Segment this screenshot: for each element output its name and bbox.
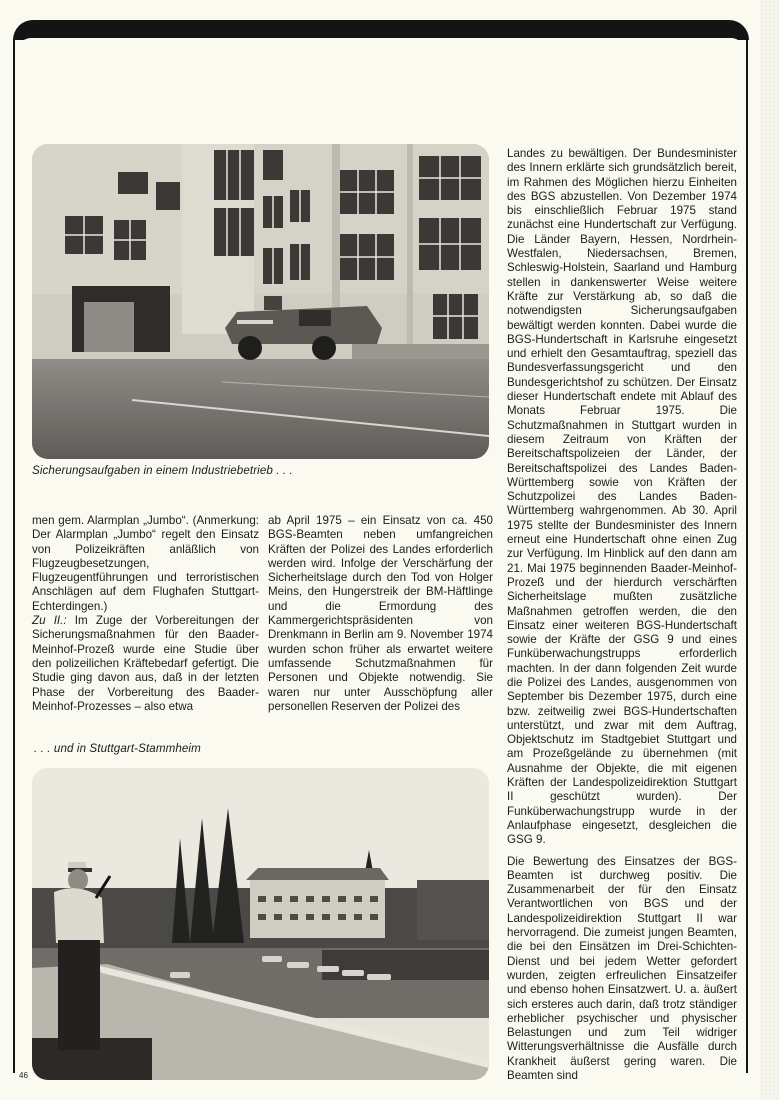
photo-industrial-site bbox=[32, 144, 489, 459]
paragraph: men gem. Alarmplan „Jumbo“. (Anmerkung: Der Alarmplan „Jumbo“ regelt den Einsatz von Polizeikräften anläßlich von Flugzeugbesetzungen, Flugzeugentführungen und terroristischen Anschlägen auf dem Flughafen Stuttgart-Echterdingen.) bbox=[32, 514, 259, 613]
paragraph: ab April 1975 – ein Einsatz von ca. 450 BGS-Beamten neben umfangreichen Kräften der Polizei des Landes erforderlich werden wird. Infolge der Verschärfung der Sicherheitslage durch den Tod von Holger Meins, den Hungerstreik der BM-Häftlinge und die Ermordung des Kammergerichtspräsidenten von Drenkmann in Berlin am 9. November 1974 wurden schon früher als erwartet weitere umfassende Schutzmaßnahmen für Personen und Objekte notwendig. Sie waren nur unter Ausschöpfung aller personellen Reserven der Polizei des bbox=[268, 514, 493, 713]
photo-caption-stammheim: . . . und in Stuttgart-Stammheim bbox=[34, 742, 201, 755]
paragraph: Zu II.: Im Zuge der Vorbereitungen der Sicherungsmaßnahmen für den Baader-Meinhof-Prozeß wurde eine Studie über den polizeilichen Kräftebedarf gefertigt. Die Studie ging davon aus, daß in der letzten Phase der Vorbereitung des Baader-Meinhof-Prozesses – also etwa bbox=[32, 614, 259, 713]
section-label: Zu II.: bbox=[32, 614, 67, 628]
page-frame-top-band bbox=[13, 20, 749, 40]
photo-stammheim-image bbox=[32, 768, 489, 1080]
text-column-left bbox=[32, 514, 259, 714]
photo-stammheim bbox=[32, 768, 489, 1080]
paragraph: Die Bewertung des Einsatzes der BGS-Beamten ist durchweg positiv. Die Zusammenarbeit der für den Einsatz Verantwortlichen von BGS und der Landespolizeidirektion Stuttgart II war hervorragend. Die zumeist jungen Beamten, die bei den Einsätzen im Drei-Schichten-Dienst und bei jedem Wetter gefordert wurden, zeigten erfreulichen Einsatzeifer und ebenso hohen Einsatzwert. U. a. äußert sich ersteres auch darin, daß trotz ständiger erheblicher psychischer und physischer Belastungen und zum Teil widriger Witterungsverhältnisse die Ausfälle durch Krankheit äußerst gering waren. Die Beamten sind bbox=[507, 854, 737, 1082]
text-column-right bbox=[507, 147, 737, 1083]
page-frame-right-rule bbox=[746, 38, 748, 1073]
paragraph: Landes zu bewältigen. Der Bundesminister des Innern erklärte sich grundsätzlich bereit, im Rahmen des Möglichen hierzu Einheiten des BGS abzustellen. Von Dezember 1974 bis einschließlich Februar 1975 stand zunächst eine Hundertschaft zur Verfügung. Die Länder Bayern, Hessen, Nordrhein-Westfalen, Niedersachsen, Bremen, Schleswig-Holstein, Saarland und Hamburg stellen in dankenswerter Weise weitere Kräfte zur Verstärkung ab, so daß die notwendigsten Sicherungsaufgaben bewältigt werden konnten. Dabei wurde die BGS-Hundertschaft in Karlsruhe eingesetzt und erhielt den Gesamtauftrag, speziell das Bundesverfassungsgericht und den Bundesgerichtshof zu schützen. Der Einsatz dieser Hundertschaft endete mit Ablauf des Monats Februar 1975. Die Schutzmaßnahmen in Stuttgart wurden in diesem Zeitraum von Kräften der Bereitschaftspolizeien der Länder, der Bereitschaftspolizei des Landes Baden-Württemberg sowie von Kräften der Schutzpolizei des Landes Baden-Württemberg wahrgenommen. Ab 30. April 1975 stellte der Bundesminister des Innern erneut eine Hundertschaft ohne einen Zug zur Verfügung. Im Hinblick auf den dann am 21. Mai 1975 beginnenden Baader-Meinhof-Prozeß und der hierdurch verschärften Sicherheitslage mußten zusätzliche Maßnahmen getroffen werden, die den Einsatz einer weiteren BGS-Hundertschaft sowie der Kräfte der GSG 9 und eines Funküberwachungstrupps erforderlich machten. In der dann folgenden Zeit wurde die Polizei des Landes, ausgenommen von September bis Dezember 1975, durch eine bzw. zeitweilig zwei BGS-Hundertschaften unterstützt, und zwar mit dem Auftrag, Objektschutz im Stadtgebiet Stuttgart und am Prozeßgelände zu übernehmen (mit Ausnahme der Objekte, die mit eigenen Kräften der Landespolizeidirektion Stuttgart II geschützt wurden). Der Funküberwachungstrupp wurde in der Anlaufphase eingesetzt, desgleichen die GSG 9. bbox=[507, 147, 737, 847]
photo-industrial-site-image bbox=[32, 144, 489, 459]
photo-caption-industrial: Sicherungsaufgaben in einem Industriebetrieb . . . bbox=[32, 464, 293, 477]
page-frame-left-rule bbox=[13, 38, 15, 1073]
page-number: 46 bbox=[19, 1071, 28, 1080]
adjacent-page-edge bbox=[760, 0, 779, 1100]
text-column-middle bbox=[268, 514, 493, 714]
